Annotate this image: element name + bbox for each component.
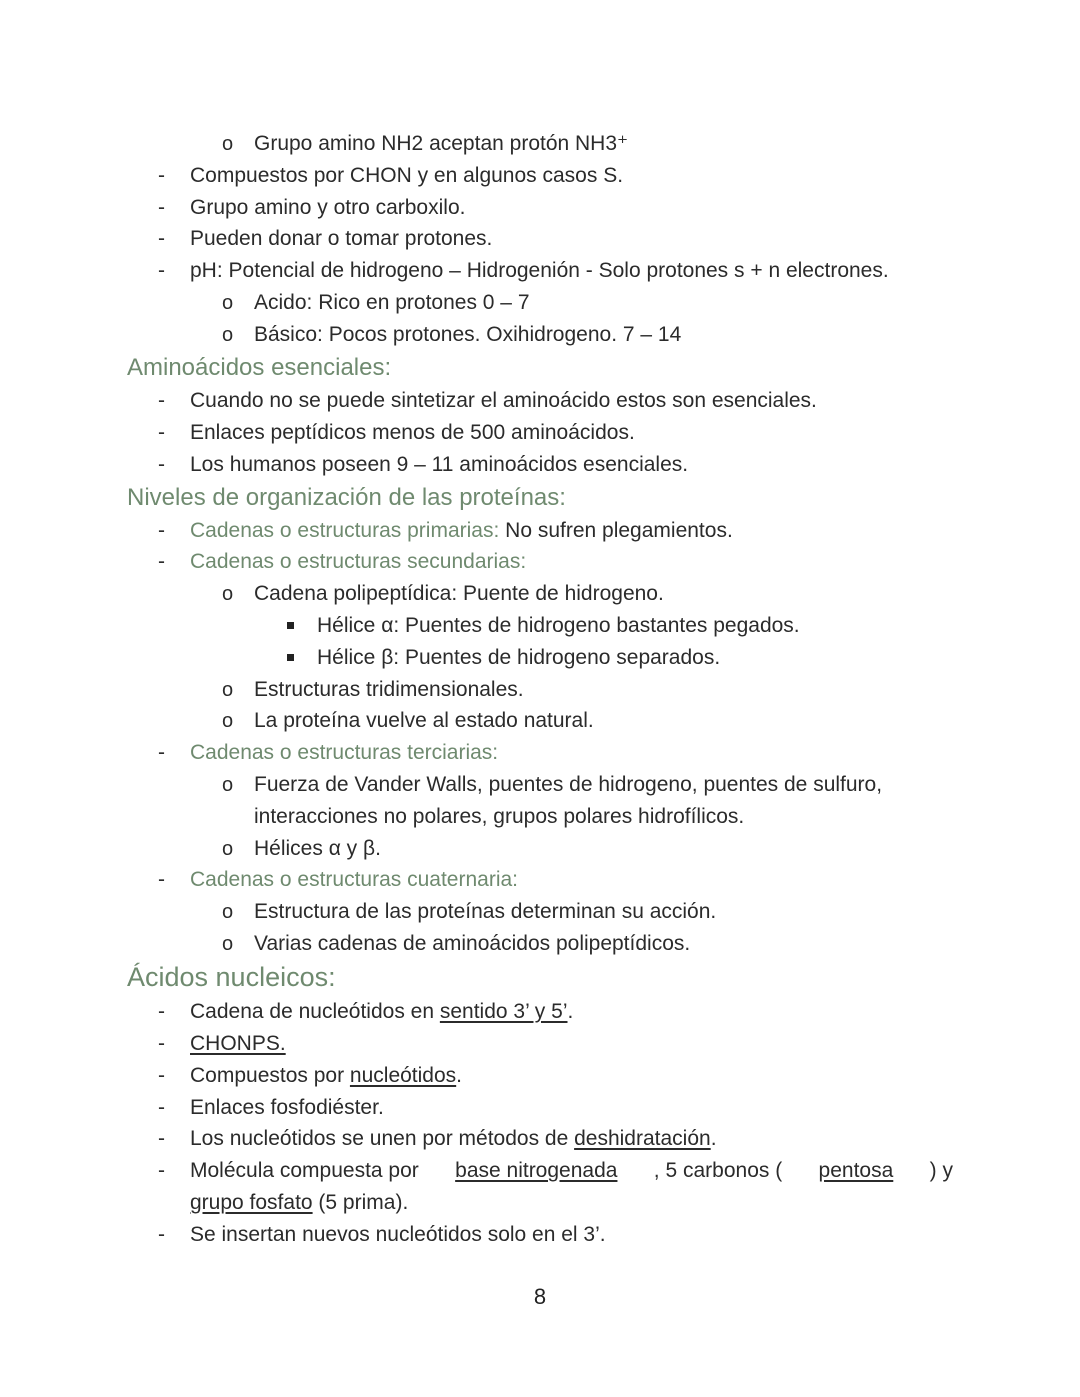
dash-bullet: - bbox=[158, 1096, 165, 1119]
circle-bullet: o bbox=[222, 710, 234, 732]
list-item: Enlaces peptídicos menos de 500 aminoácidos. bbox=[190, 421, 635, 444]
list-item: Grupo amino y otro carboxilo. bbox=[190, 196, 466, 219]
list-item: Compuestos por CHON y en algunos casos S. bbox=[190, 164, 624, 187]
list-item: Varias cadenas de aminoácidos polipeptídicos. bbox=[254, 932, 691, 955]
subheading-primarias: Cadenas o estructuras primarias: bbox=[190, 519, 500, 542]
dash-bullet: - bbox=[158, 550, 165, 573]
text: Cadena de nucleótidos en bbox=[190, 1000, 440, 1023]
list-item: La proteína vuelve al estado natural. bbox=[254, 709, 594, 732]
dash-bullet: - bbox=[158, 453, 165, 476]
circle-bullet: o bbox=[222, 679, 234, 701]
section-heading-niveles: Niveles de organización de las proteínas: bbox=[127, 484, 566, 511]
dash-bullet: - bbox=[158, 1127, 165, 1150]
dash-bullet: - bbox=[158, 868, 165, 891]
dash-bullet: - bbox=[158, 196, 165, 219]
underlined-text: sentido 3’ y 5’ bbox=[439, 1000, 568, 1023]
underlined-text: deshidratación bbox=[574, 1127, 711, 1150]
list-item: Los humanos poseen 9 – 11 aminoácidos esenciales. bbox=[190, 453, 689, 476]
list-item: Básico: Pocos protones. Oxihidrogeno. 7 – 14 bbox=[254, 323, 682, 346]
underlined-text: nucleótidos bbox=[349, 1064, 457, 1087]
list-item: Grupo amino NH2 aceptan protón NH3⁺ bbox=[254, 132, 629, 155]
circle-bullet: o bbox=[222, 838, 234, 860]
subheading-cuaternaria: Cadenas o estructuras cuaternaria: bbox=[190, 868, 519, 891]
list-item: Hélice β: Puentes de hidrogeno separados. bbox=[317, 646, 721, 669]
list-item-continuation: interacciones no polares, grupos polares hidrofílicos. bbox=[254, 805, 745, 828]
list-item: Cuando no se puede sintetizar el aminoácido estos son esenciales. bbox=[190, 389, 817, 412]
list-item: Pueden donar o tomar protones. bbox=[190, 227, 493, 250]
list-item bbox=[190, 515, 733, 547]
dash-bullet: - bbox=[158, 519, 165, 542]
page-number: 8 bbox=[533, 1284, 547, 1309]
list-item: Fuerza de Vander Walls, puentes de hidrogeno, puentes de sulfuro, bbox=[254, 773, 883, 796]
subheading-terciarias: Cadenas o estructuras terciarias: bbox=[190, 741, 499, 764]
list-item: Enlaces fosfodiéster. bbox=[190, 1096, 384, 1119]
list-item: Hélices α y β. bbox=[254, 837, 381, 860]
text: Los nucleótidos se unen por métodos de bbox=[190, 1127, 575, 1150]
dash-bullet: - bbox=[158, 421, 165, 444]
text: Molécula compuesta por bbox=[190, 1159, 419, 1182]
list-item bbox=[190, 996, 573, 1028]
circle-bullet: o bbox=[222, 933, 234, 955]
circle-bullet: o bbox=[222, 901, 234, 923]
text: . bbox=[567, 1000, 574, 1023]
circle-bullet: o bbox=[222, 133, 234, 155]
square-bullet bbox=[287, 622, 294, 629]
list-item-continuation bbox=[190, 1187, 408, 1219]
list-item: Cadena polipeptídica: Puente de hidrogeno. bbox=[254, 582, 664, 605]
dash-bullet: - bbox=[158, 1223, 165, 1246]
primarias-text: No sufren plegamientos. bbox=[499, 519, 733, 542]
dash-bullet: - bbox=[158, 741, 165, 764]
list-item bbox=[190, 1155, 953, 1187]
list-item bbox=[190, 1060, 462, 1092]
text: , 5 carbonos ( bbox=[653, 1159, 783, 1182]
text: . bbox=[456, 1064, 463, 1087]
list-item: Estructura de las proteínas determinan su acción. bbox=[254, 900, 717, 923]
underlined-text: base nitrogenada bbox=[455, 1159, 618, 1182]
circle-bullet: o bbox=[222, 292, 234, 314]
text: ) y bbox=[929, 1159, 953, 1182]
circle-bullet: o bbox=[222, 583, 234, 605]
list-item: Estructuras tridimensionales. bbox=[254, 678, 524, 701]
list-item bbox=[190, 1028, 286, 1060]
dash-bullet: - bbox=[158, 259, 165, 282]
dash-bullet: - bbox=[158, 1159, 165, 1182]
text: (5 prima). bbox=[312, 1191, 409, 1214]
section-heading-acidos: Ácidos nucleicos: bbox=[127, 962, 336, 992]
underlined-text: CHONPS. bbox=[190, 1032, 286, 1055]
text: . bbox=[710, 1127, 717, 1150]
subheading-secundarias: Cadenas o estructuras secundarias: bbox=[190, 550, 527, 573]
circle-bullet: o bbox=[222, 324, 234, 346]
list-item bbox=[190, 1123, 717, 1155]
dash-bullet: - bbox=[158, 1032, 165, 1055]
dash-bullet: - bbox=[158, 1000, 165, 1023]
underlined-text: pentosa bbox=[818, 1159, 894, 1182]
square-bullet bbox=[287, 654, 294, 661]
dash-bullet: - bbox=[158, 164, 165, 187]
text: Compuestos por bbox=[190, 1064, 350, 1087]
section-heading-aminoacidos: Aminoácidos esenciales: bbox=[127, 354, 392, 381]
list-item: Hélice α: Puentes de hidrogeno bastantes pegados. bbox=[317, 614, 800, 637]
dash-bullet: - bbox=[158, 389, 165, 412]
underlined-text: grupo fosfato bbox=[190, 1191, 313, 1214]
list-item: Acido: Rico en protones 0 – 7 bbox=[254, 291, 530, 314]
list-item: pH: Potencial de hidrogeno – Hidrogenión - Solo protones s + n electrones. bbox=[190, 259, 889, 282]
circle-bullet: o bbox=[222, 774, 234, 796]
list-item: Se insertan nuevos nucleótidos solo en el 3’. bbox=[190, 1223, 606, 1246]
dash-bullet: - bbox=[158, 1064, 165, 1087]
dash-bullet: - bbox=[158, 227, 165, 250]
